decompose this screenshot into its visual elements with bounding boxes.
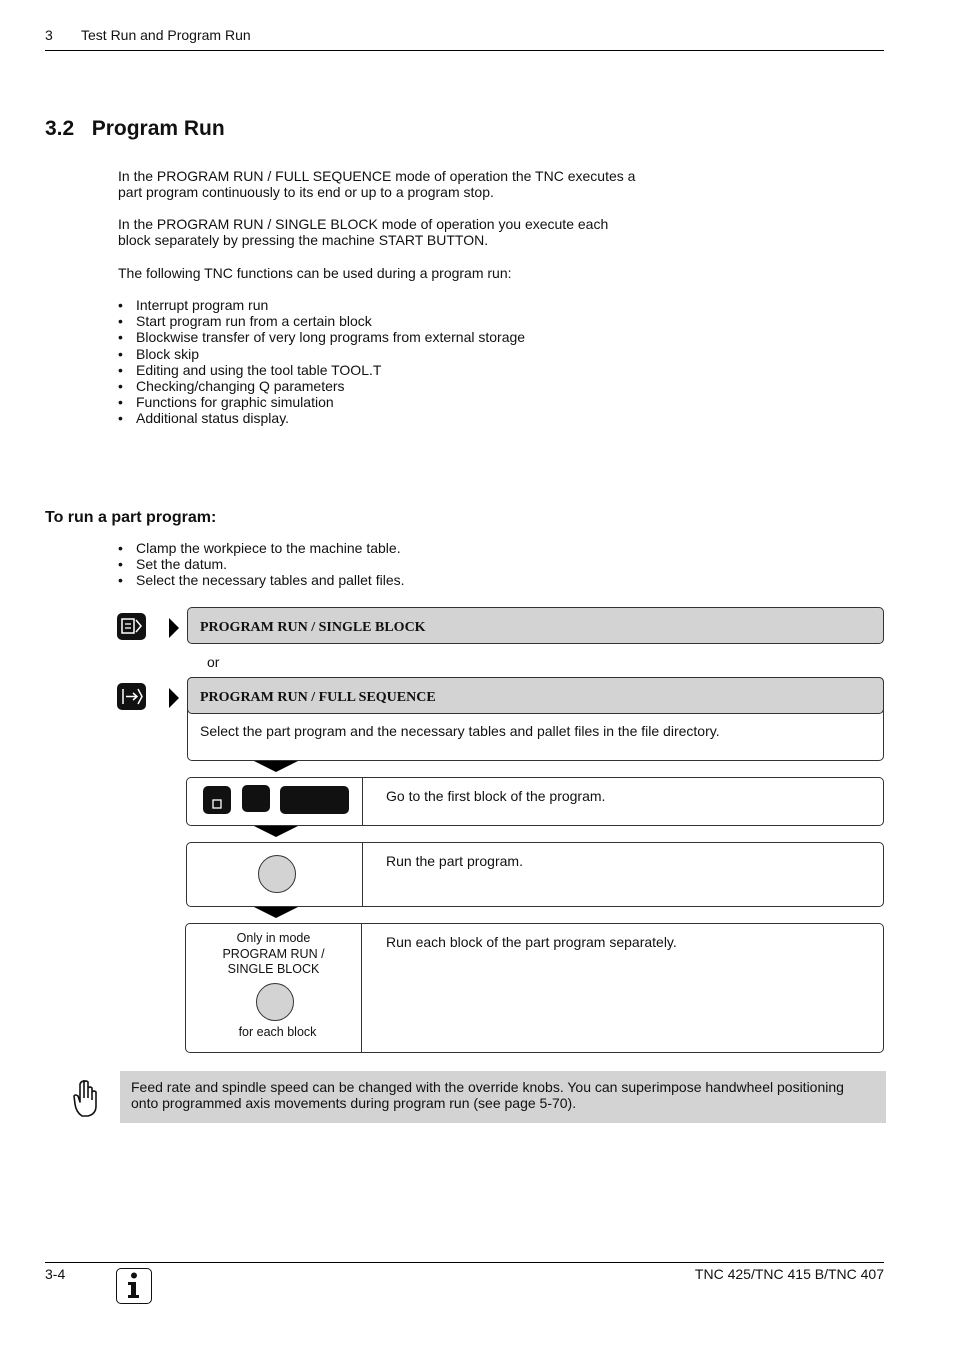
goto-key[interactable] bbox=[203, 786, 231, 814]
zero-key[interactable] bbox=[242, 785, 270, 812]
list-item: • Clamp the workpiece to the machine table. bbox=[118, 540, 405, 556]
override-note bbox=[120, 1071, 886, 1123]
paragraph-functions-intro: The following TNC functions can be used during a program run: bbox=[118, 265, 512, 281]
single-block-step-text: Run each block of the part program separately. bbox=[386, 934, 677, 950]
down-arrow-icon bbox=[254, 907, 298, 918]
mode-full-sequence-box bbox=[187, 677, 884, 714]
procedure-heading: To run a part program: bbox=[45, 509, 217, 526]
info-icon bbox=[116, 1268, 152, 1304]
down-arrow-icon bbox=[254, 761, 298, 772]
footer-rule bbox=[45, 1262, 884, 1263]
list-item: • Interrupt program run bbox=[118, 297, 525, 313]
full-sequence-mode-key[interactable] bbox=[117, 683, 146, 710]
list-item: • Start program run from a certain block bbox=[118, 313, 525, 329]
row-divider bbox=[362, 842, 363, 907]
override-note-text: Feed rate and spindle speed can be changed with the override knobs. You can superimpose handwheel positioning onto programmed axis movements during program run (see page 5-70). bbox=[131, 1079, 844, 1111]
select-program-text: Select the part program and the necessary tables and pallet files in the file directory. bbox=[200, 723, 720, 739]
full-sequence-icon bbox=[117, 683, 146, 710]
for-each-block-label: for each block bbox=[238, 1025, 317, 1039]
list-item: • Set the datum. bbox=[118, 556, 405, 572]
list-item: • Checking/changing Q parameters bbox=[118, 378, 525, 394]
mode-full-sequence-label: PROGRAM RUN / FULL SEQUENCE bbox=[200, 690, 436, 705]
page-number: 3-4 bbox=[45, 1266, 66, 1282]
mode-single-block-label: PROGRAM RUN / SINGLE BLOCK bbox=[200, 620, 426, 635]
or-label: or bbox=[207, 654, 220, 670]
down-arrow-icon bbox=[254, 826, 298, 837]
pointer-arrow-icon bbox=[169, 618, 179, 638]
note-line: SINGLE BLOCK bbox=[227, 962, 320, 976]
single-block-mode-key[interactable] bbox=[117, 613, 146, 640]
machine-start-button[interactable] bbox=[258, 855, 296, 893]
procedure-steps bbox=[118, 540, 405, 589]
list-item: • Select the necessary tables and pallet files. bbox=[118, 572, 405, 588]
list-item: • Blockwise transfer of very long programs from external storage bbox=[118, 329, 525, 345]
mode-single-block-box bbox=[187, 607, 884, 644]
row-divider bbox=[362, 777, 363, 826]
chapter-title: Test Run and Program Run bbox=[81, 27, 251, 43]
note-line: PROGRAM RUN / bbox=[222, 946, 325, 961]
list-item: • Additional status display. bbox=[118, 410, 525, 426]
single-block-only-note bbox=[186, 931, 361, 978]
model-name: TNC 425/TNC 415 B/TNC 407 bbox=[694, 1266, 884, 1282]
ent-key[interactable] bbox=[280, 786, 349, 814]
list-item: • Block skip bbox=[118, 346, 525, 362]
section-title: 3.2 Program Run bbox=[45, 117, 225, 140]
pointer-arrow-icon bbox=[169, 688, 179, 708]
chapter-number: 3 bbox=[45, 27, 53, 43]
hand-pointer-icon bbox=[72, 1078, 100, 1123]
list-item: • Editing and using the tool table TOOL.T bbox=[118, 362, 525, 378]
functions-list bbox=[118, 297, 525, 427]
header-rule bbox=[45, 50, 884, 51]
paragraph-single-block: In the PROGRAM RUN / SINGLE BLOCK mode of operation you execute each block separately by pressing the machine START BUTTON. bbox=[118, 216, 609, 248]
run-step-text: Run the part program. bbox=[386, 853, 523, 869]
single-block-icon bbox=[117, 613, 146, 640]
goto-icon bbox=[203, 786, 231, 814]
goto-step-text: Go to the first block of the program. bbox=[386, 788, 606, 804]
paragraph-full-sequence: In the PROGRAM RUN / FULL SEQUENCE mode of operation the TNC executes a part program continuously to its end or up to a program stop. bbox=[118, 168, 636, 200]
list-item: • Functions for graphic simulation bbox=[118, 394, 525, 410]
machine-start-button[interactable] bbox=[256, 983, 294, 1021]
note-line: Only in mode bbox=[236, 931, 311, 945]
